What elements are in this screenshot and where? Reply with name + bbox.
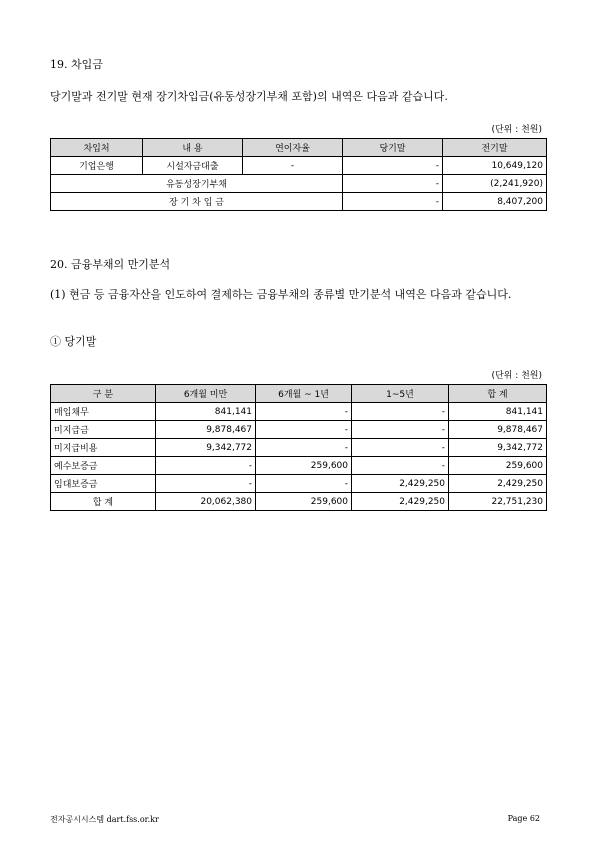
table-row	[51, 403, 547, 421]
table-cell: 9,342,772	[449, 439, 547, 457]
table-row	[51, 175, 547, 193]
table-cell: 9,878,467	[449, 421, 547, 439]
table-cell: 841,141	[449, 403, 547, 421]
footer-source: 전자공시시스템 dart.fss.or.kr	[50, 815, 159, 824]
table-cell: 2,429,250	[352, 493, 449, 511]
col-header: 1~5년	[352, 385, 449, 403]
table-cell: -	[256, 475, 352, 493]
borrowings-header-row	[51, 139, 547, 157]
table-cell: -	[352, 403, 449, 421]
table-cell: 9,878,467	[156, 421, 256, 439]
col-header: 합 계	[449, 385, 547, 403]
table-cell: 259,600	[256, 493, 352, 511]
section-20-paragraph: (1) 현금 등 금융자산을 인도하여 결제하는 금융부채의 종류별 만기분석 내역은 다음과 같습니다.	[50, 288, 512, 301]
section-20-subheading: ① 당기말	[50, 335, 97, 348]
section-20-heading: 20. 금융부채의 만기분석	[50, 258, 171, 271]
col-header: 연이자율	[243, 139, 343, 157]
table-cell: 유동성장기부채	[51, 175, 343, 193]
col-header: 당기말	[343, 139, 443, 157]
table-cell: 미지급금	[51, 421, 156, 439]
col-header: 차입처	[51, 139, 143, 157]
borrowings-table	[50, 138, 547, 211]
table-cell: -	[352, 439, 449, 457]
table-cell: 임대보증금	[51, 475, 156, 493]
table-cell: 259,600	[449, 457, 547, 475]
table-cell: 시설자금대출	[143, 157, 243, 175]
table-cell: -	[256, 403, 352, 421]
section-20-unit: (단위 : 천원)	[491, 371, 542, 381]
table-cell: -	[343, 157, 443, 175]
maturity-table	[50, 384, 547, 511]
col-header: 전기말	[443, 139, 547, 157]
table-cell: 매입채무	[51, 403, 156, 421]
table-cell: 2,429,250	[352, 475, 449, 493]
table-cell: -	[256, 421, 352, 439]
col-header: 6개월 미만	[156, 385, 256, 403]
table-cell: 20,062,380	[156, 493, 256, 511]
col-header: 내 용	[143, 139, 243, 157]
table-cell: -	[243, 157, 343, 175]
maturity-header-row	[51, 385, 547, 403]
col-header: 구 분	[51, 385, 156, 403]
col-header: 6개월 ~ 1년	[256, 385, 352, 403]
table-cell: 22,751,230	[449, 493, 547, 511]
table-cell: -	[352, 457, 449, 475]
table-cell: 9,342,772	[156, 439, 256, 457]
section-19-heading: 19. 차입금	[50, 58, 103, 71]
table-cell: -	[343, 175, 443, 193]
table-cell: -	[343, 193, 443, 211]
table-cell: 예수보증금	[51, 457, 156, 475]
section-19-unit: (단위 : 천원)	[491, 125, 542, 135]
table-row	[51, 421, 547, 439]
table-cell: -	[256, 439, 352, 457]
table-cell: (2,241,920)	[443, 175, 547, 193]
table-cell: -	[156, 457, 256, 475]
table-cell: 8,407,200	[443, 193, 547, 211]
page-number: Page 62	[507, 814, 540, 823]
table-cell: 기업은행	[51, 157, 143, 175]
table-cell: 2,429,250	[449, 475, 547, 493]
table-cell: -	[156, 475, 256, 493]
table-row	[51, 475, 547, 493]
table-row	[51, 439, 547, 457]
table-cell: 합 계	[51, 493, 156, 511]
table-cell: -	[352, 421, 449, 439]
table-row	[51, 457, 547, 475]
table-cell: 장 기 차 입 금	[51, 193, 343, 211]
section-19-intro: 당기말과 전기말 현재 장기차입금(유동성장기부채 포함)의 내역은 다음과 같습니다.	[50, 90, 448, 103]
table-cell: 259,600	[256, 457, 352, 475]
table-total-row	[51, 493, 547, 511]
table-row	[51, 157, 547, 175]
table-row	[51, 193, 547, 211]
table-cell: 841,141	[156, 403, 256, 421]
table-cell: 미지급비용	[51, 439, 156, 457]
table-cell: 10,649,120	[443, 157, 547, 175]
